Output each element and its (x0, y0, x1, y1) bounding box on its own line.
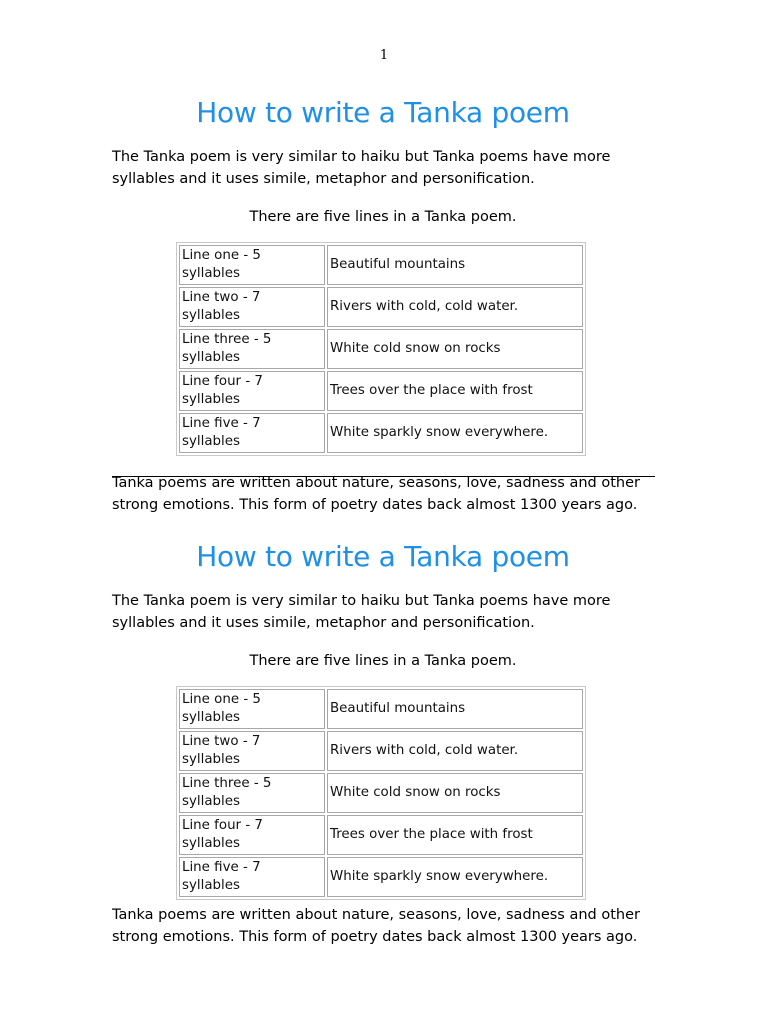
table-row (179, 245, 583, 285)
table-row (179, 857, 583, 897)
table-row (179, 815, 583, 855)
intro-paragraph: The Tanka poem is very similar to haiku but Tanka poems have more syllables and it uses simile, metaphor and personification. (112, 149, 611, 187)
poem-line-cell: Trees over the place with frost (327, 371, 583, 411)
syllable-label-cell: Line five - 7 syllables (179, 413, 325, 453)
outro-paragraph: Tanka poems are written about nature, seasons, love, sadness and other strong emotions. This form of poetry dates back almost 1300 years ago. (112, 907, 640, 945)
table-row (179, 371, 583, 411)
lines-note: There are five lines in a Tanka poem. (249, 209, 517, 225)
poem-line-cell: Rivers with cold, cold water. (327, 731, 583, 771)
tanka-table (176, 242, 586, 456)
tanka-section-1 (112, 96, 654, 516)
outro-paragraph: Tanka poems are written about nature, seasons, love, sadness and other strong emotions. This form of poetry dates back almost 1300 years ago. (112, 475, 640, 513)
poem-line-cell: White cold snow on rocks (327, 773, 583, 813)
table-row (179, 689, 583, 729)
syllable-label-cell: Line three - 5 syllables (179, 773, 325, 813)
table-row (179, 413, 583, 453)
syllable-label-cell: Line three - 5 syllables (179, 329, 325, 369)
table-row (179, 731, 583, 771)
table-row (179, 773, 583, 813)
syllable-label-cell: Line four - 7 syllables (179, 815, 325, 855)
poem-line-cell: Rivers with cold, cold water. (327, 287, 583, 327)
syllable-label-cell: Line five - 7 syllables (179, 857, 325, 897)
page-title: How to write a Tanka poem (196, 540, 570, 573)
page-number: 1 (379, 48, 389, 63)
lines-note: There are five lines in a Tanka poem. (249, 653, 517, 669)
poem-line-cell: Trees over the place with frost (327, 815, 583, 855)
poem-line-cell: Beautiful mountains (327, 689, 583, 729)
table-row (179, 287, 583, 327)
page-title: How to write a Tanka poem (196, 96, 570, 129)
horizontal-divider (112, 476, 655, 477)
tanka-section-2 (112, 540, 654, 948)
poem-line-cell: Beautiful mountains (327, 245, 583, 285)
poem-line-cell: White sparkly snow everywhere. (327, 413, 583, 453)
intro-paragraph: The Tanka poem is very similar to haiku but Tanka poems have more syllables and it uses simile, metaphor and personification. (112, 593, 611, 631)
syllable-label-cell: Line two - 7 syllables (179, 287, 325, 327)
table-row (179, 329, 583, 369)
syllable-label-cell: Line two - 7 syllables (179, 731, 325, 771)
poem-line-cell: White sparkly snow everywhere. (327, 857, 583, 897)
syllable-label-cell: Line one - 5 syllables (179, 245, 325, 285)
syllable-label-cell: Line one - 5 syllables (179, 689, 325, 729)
syllable-label-cell: Line four - 7 syllables (179, 371, 325, 411)
poem-line-cell: White cold snow on rocks (327, 329, 583, 369)
tanka-table (176, 686, 586, 900)
